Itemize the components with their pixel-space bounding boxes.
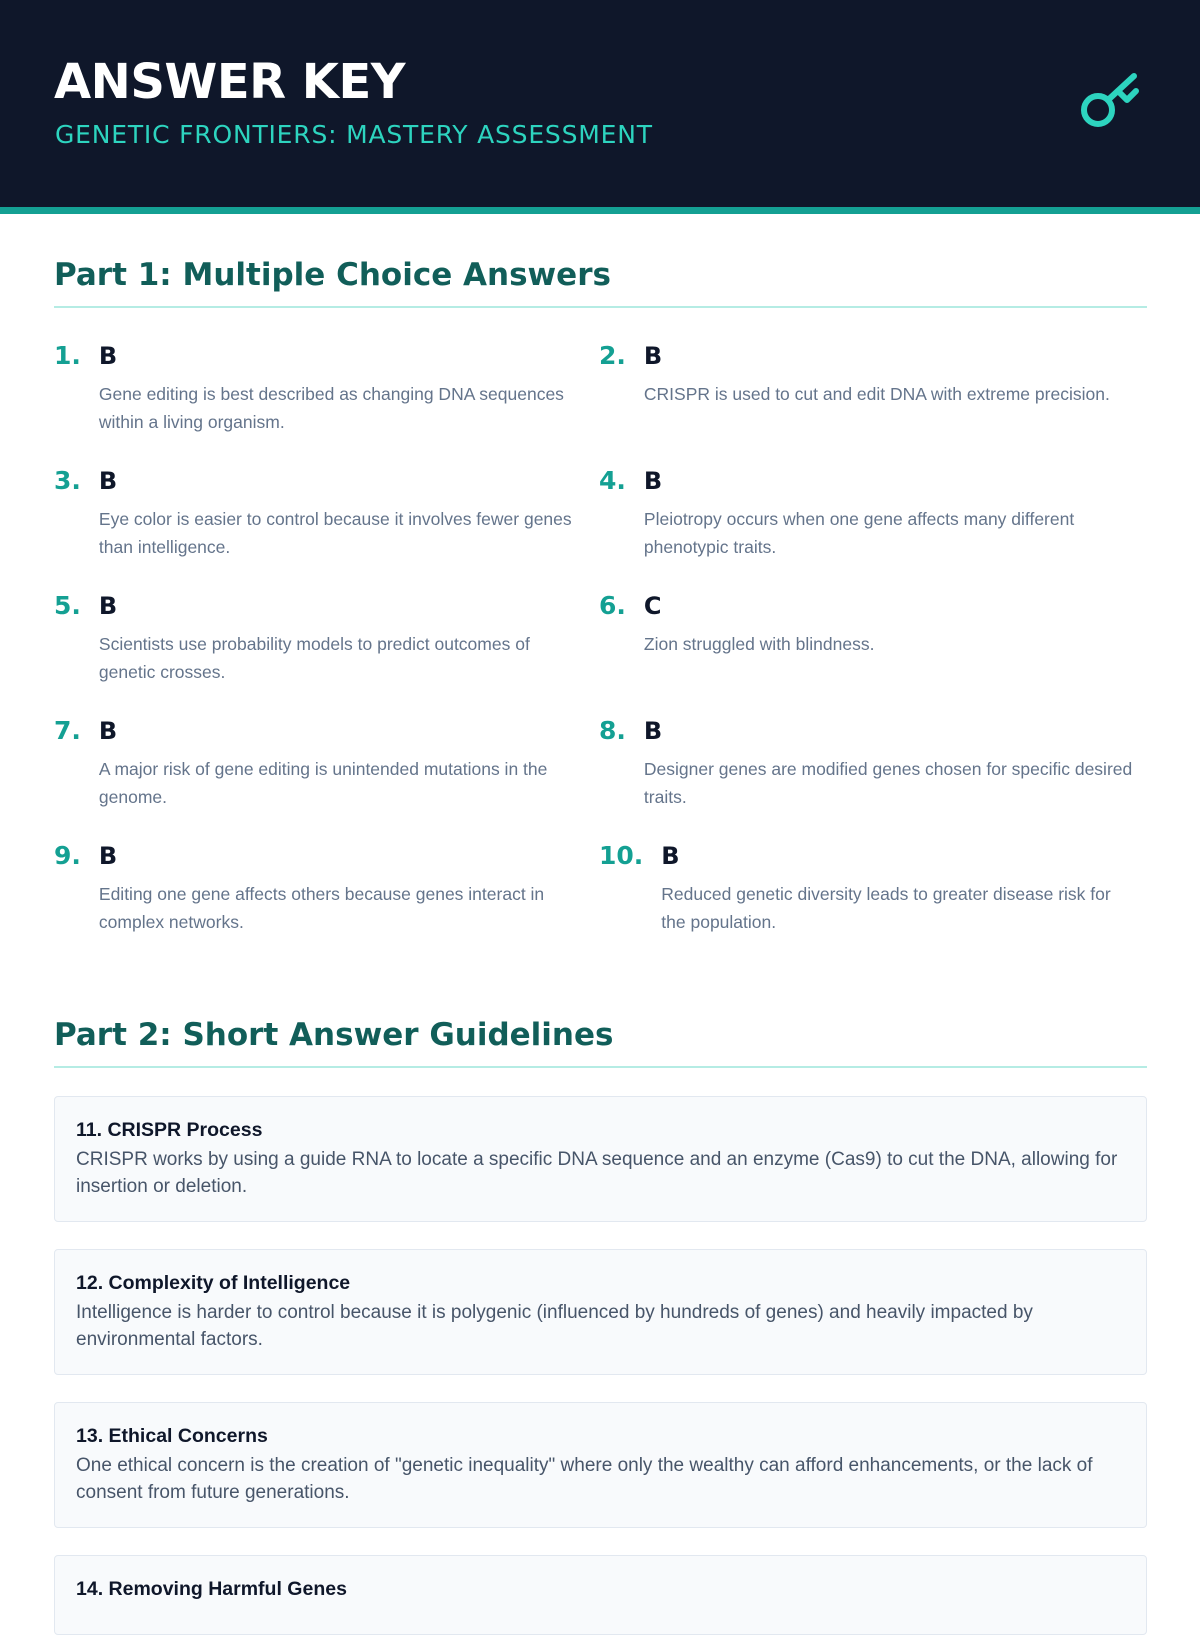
question-number: 7. <box>54 716 81 745</box>
answer-explanation: Scientists use probability models to predict outcomes of genetic crosses. <box>98 634 530 682</box>
page-title: ANSWER KEY <box>54 54 406 110</box>
answer-letter: B <box>661 842 680 870</box>
short-answer-title: 12. Complexity of Intelligence <box>76 1272 351 1294</box>
answer-explanation: Gene editing is best described as changing DNA sequences within a living organism. <box>98 384 564 432</box>
answer-letter: B <box>643 342 663 370</box>
answer-explanation: Eye color is easier to control because it involves fewer genes than intelligence. <box>98 509 572 557</box>
answer-letter: B <box>643 467 663 495</box>
short-answer-card <box>54 1096 1147 1222</box>
short-answer-title: 11. CRISPR Process <box>76 1119 263 1141</box>
part1-heading: Part 1: Multiple Choice Answers <box>54 257 611 293</box>
answer-letter: B <box>98 592 118 620</box>
question-number: 6. <box>599 591 626 620</box>
mc-item <box>54 837 599 962</box>
short-answer-title: 14. Removing Harmful Genes <box>76 1578 347 1600</box>
key-icon <box>1078 70 1148 140</box>
answer-letter: B <box>98 842 118 870</box>
question-number: 2. <box>599 341 626 370</box>
question-number: 10. <box>599 841 644 870</box>
answer-letter: B <box>643 717 663 745</box>
short-answer-title: 13. Ethical Concerns <box>76 1425 268 1447</box>
answer-explanation: Designer genes are modified genes chosen for specific desired traits. <box>643 759 1133 807</box>
short-answer-text: CRISPR works by using a guide RNA to locate a specific DNA sequence and an enzyme (Cas9) to cut the DNA, allowing for insertion or deletion. <box>76 1149 1118 1197</box>
answer-letter: B <box>98 717 118 745</box>
mc-item <box>54 337 599 462</box>
answer-letter: B <box>98 342 118 370</box>
answer-explanation: Zion struggled with blindness. <box>643 634 875 654</box>
answer-explanation: CRISPR is used to cut and edit DNA with extreme precision. <box>643 384 1110 404</box>
part1-divider <box>54 306 1147 308</box>
mc-item <box>54 587 599 712</box>
short-answer-card <box>54 1555 1147 1635</box>
header-divider <box>0 207 1200 214</box>
question-number: 3. <box>54 466 81 495</box>
question-number: 5. <box>54 591 81 620</box>
short-answer-card <box>54 1249 1147 1375</box>
mc-item <box>599 462 1147 587</box>
short-answer-card <box>54 1402 1147 1528</box>
answer-explanation: A major risk of gene editing is unintended mutations in the genome. <box>98 759 548 807</box>
mc-item <box>599 837 1147 962</box>
page-subtitle: GENETIC FRONTIERS: MASTERY ASSESSMENT <box>55 120 653 149</box>
question-number: 9. <box>54 841 81 870</box>
multiple-choice-grid <box>54 337 1147 962</box>
answer-letter: B <box>98 467 118 495</box>
mc-item <box>599 587 1147 712</box>
mc-item <box>599 712 1147 837</box>
question-number: 1. <box>54 341 81 370</box>
answer-explanation: Editing one gene affects others because genes interact in complex networks. <box>98 884 545 932</box>
part2-divider <box>54 1066 1147 1068</box>
short-answer-text: Intelligence is harder to control because it is polygenic (influenced by hundreds of genes) and heavily impacted by environmental factors. <box>76 1302 1033 1350</box>
short-answer-text: One ethical concern is the creation of "genetic inequality" where only the wealthy can afford enhancements, or the lack of consent from future generations. <box>76 1455 1093 1503</box>
question-number: 8. <box>599 716 626 745</box>
answer-explanation: Pleiotropy occurs when one gene affects many different phenotypic traits. <box>643 509 1075 557</box>
mc-item <box>599 337 1147 462</box>
mc-item <box>54 462 599 587</box>
mc-item <box>54 712 599 837</box>
page-header <box>0 0 1200 207</box>
question-number: 4. <box>599 466 626 495</box>
answer-explanation: Reduced genetic diversity leads to greater disease risk for the population. <box>661 884 1111 932</box>
answer-letter: C <box>643 592 662 620</box>
part2-heading: Part 2: Short Answer Guidelines <box>54 1017 614 1053</box>
